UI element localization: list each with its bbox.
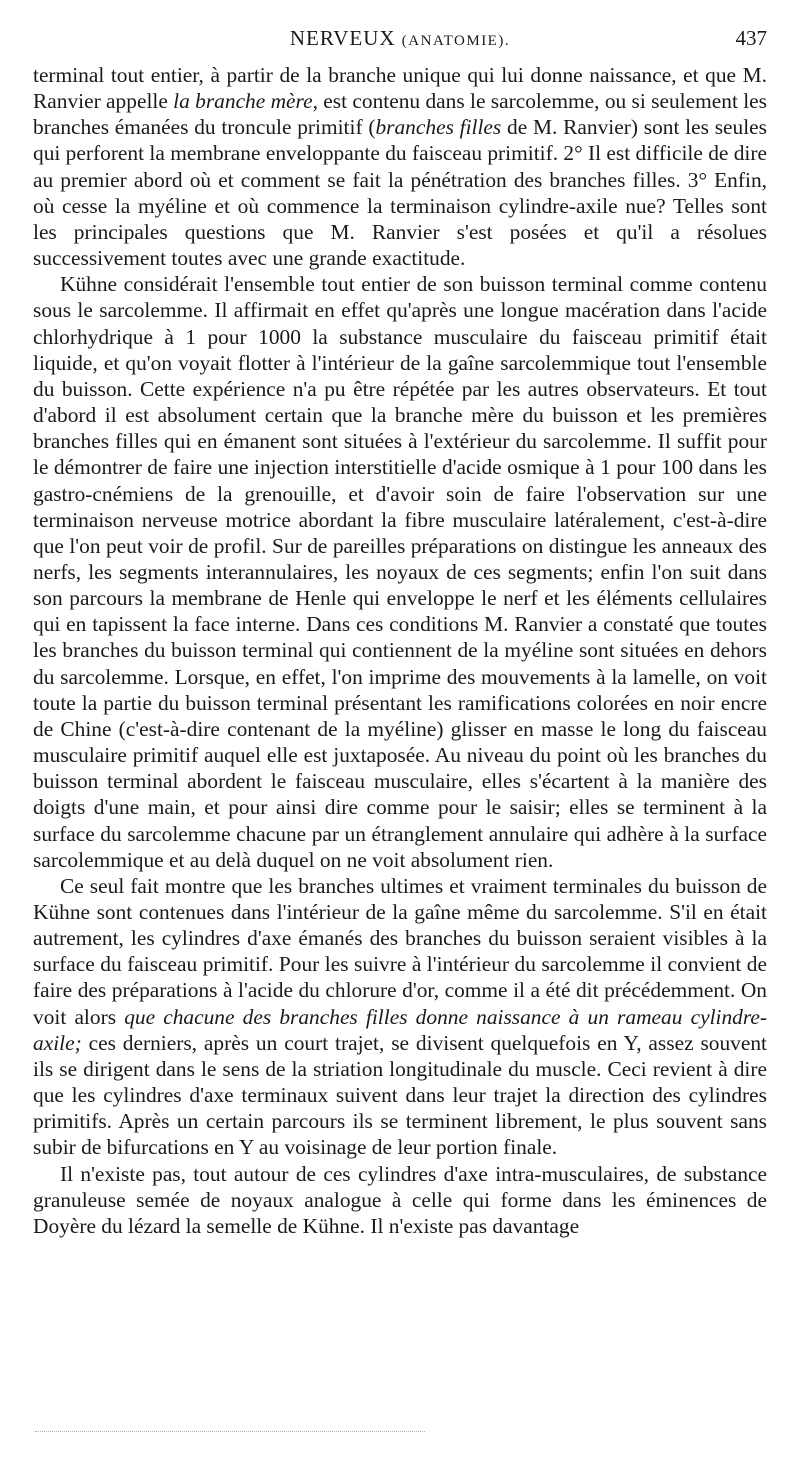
paragraph-1 [33, 62, 767, 271]
head-title-text: NERVEUX [289, 26, 396, 50]
text-run: de M. Ranvier) sont les seules qui perforent la membrane enveloppante du faisceau primitif. 2° Il est difficile de dire au premier abord où et comment se fait la pénétration des branches filles. 3° Enfin, où cesse la myéline et où commence la terminaison cylindre-axile nue? Telles sont les principales questions que M. Ranvier s'est posées et qu'il a résolues successivement toutes avec une grande exactitude. [33, 115, 767, 271]
running-head [33, 26, 767, 54]
text-run: Kühne considérait l'ensemble tout entier de son buisson terminal comme contenu sous le sarcolemme. Il affirmait en effet qu'après une longue macération dans l'acide chlorhydrique à 1 pour 1000 la substance musculaire du faisceau primitif était liquide, et qu'on voyait flotter à l'intérieur de la gaîne sarcolemmique tout l'ensemble du buisson. Cette expérience n'a pu être répétée par les autres observateurs. Et tout d'abord il est absolument certain que la branche mère du buisson et les premières branches filles qui en émanent sont situées à l'extérieur du sarcolemme. Il suffit pour le démontrer de faire une injection interstitielle d'acide osmique à 1 pour 100 dans les gastro-cnémiens de la grenouille, et d'avoir soin de faire l'observation sur une terminaison nerveuse motrice abordant la fibre musculaire latéralement, c'est-à-dire que l'on peut voir de profil. Sur de pareilles préparations on distingue les anneaux des nerfs, les segments interannulaires, les noyaux de ces segments; enfin l'on suit dans son parcours la membrane de Henle qui enveloppe le nerf et les éléments cellulaires qui en tapissent la face interne. Dans ces conditions M. Ranvier a constaté que toutes les branches du buisson terminal qui contiennent de la myéline sont situées en dehors du sarcolemme. Lorsque, en effet, l'on imprime des mouvements à la lamelle, on voit toute la partie du buisson terminal présentant les ramifications colorées en noir encre de Chine (c'est-à-dire contenant de la myéline) glisser en masse le long du faisceau musculaire primitif auquel elle est juxtaposée. Au niveau du point où les branches du buisson terminal abordent le faisceau musculaire, elles s'écartent à la manière des doigts d'une main, et pour ainsi dire comme pour le saisir; elles se terminent à la surface du sarcolemme chacune par un étranglement annulaire qui adhère à la surface sarcolemmique et au delà duquel on ne voit absolument rien. [33, 272, 767, 872]
head-subtitle-text: (ANATOMIE). [401, 33, 511, 49]
text-run: ces derniers, après un court trajet, se divisent quelquefois en Y, assez souvent ils se dirigent dans le sens de la striation longitudinale du muscle. Ceci revient à dire que les cylindres d'axe terminaux suivent dans leur trajet la direction des cylindres primitifs. Après un certain parcours ils se terminent librement, le plus souvent sans subir de bifurcations en Y au voisinage de leur portion finale. [33, 1030, 767, 1160]
paragraph-2 [33, 271, 767, 873]
paragraph-4 [33, 1161, 767, 1239]
italic-text-run: branches filles [375, 115, 502, 140]
text-run: Ce seul fait montre que les branches ultimes et vraiment terminales du buisson de Kühne sont contenues dans l'intérieur de la gaîne même du sarcolemme. S'il en était autrement, les cylindres d'axe émanés des branches du buisson seraient visibles à la surface du faisceau primitif. Pour les suivre à l'intérieur du sarcolemme il convient de faire des préparations à l'acide du chlorure d'or, comme il a été dit précédemment. On voit alors [33, 873, 767, 1029]
paragraph-3 [33, 873, 767, 1161]
italic-text-run: la branche mère, [173, 89, 318, 114]
italic-text-run: que chacune des branches filles donne naissance à un rameau cylindre-axile; [33, 1004, 767, 1055]
book-page [33, 0, 767, 1467]
running-head-title [33, 26, 767, 51]
text-run: terminal tout entier, à partir de la branche unique qui lui donne naissance, et que M. Ranvier appelle [33, 63, 767, 114]
page-number: 437 [735, 26, 767, 50]
footer-rule [35, 1431, 425, 1432]
text-run: est contenu dans le sarcolemme, ou si seulement les branches émanées du troncule primitif ( [33, 89, 767, 140]
text-run: Il n'existe pas, tout autour de ces cylindres d'axe intra-musculaires, de substance granuleuse semée de noyaux analogue à celle qui forme dans les éminences de Doyère du lézard la semelle de Kühne. Il n'existe pas davantage [33, 1161, 767, 1238]
body-text [33, 62, 767, 1239]
